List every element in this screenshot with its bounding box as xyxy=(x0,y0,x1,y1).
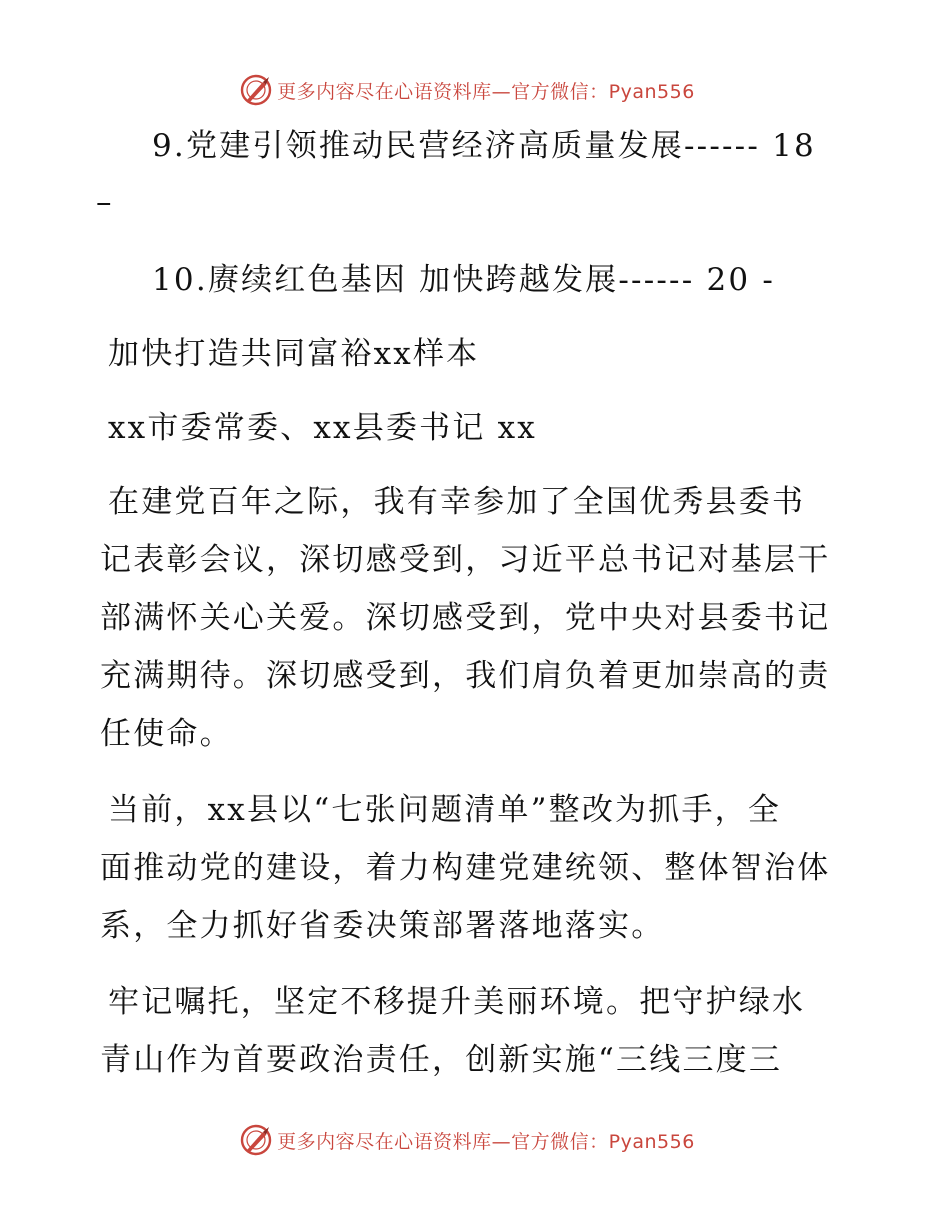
paragraph-line: 部满怀关心关爱。深切感受到，党中央对县委书记 xyxy=(100,600,831,636)
footer-watermark xyxy=(0,1120,950,1160)
header-watermark xyxy=(0,70,950,110)
paragraph-line: 系，全力抓好省委决策部署落地落实。 xyxy=(100,908,665,944)
article-title: 加快打造共同富裕xx样本 xyxy=(108,336,480,372)
toc-entry-9: 9.党建引领推动民营经济高质量发展------ 18 xyxy=(152,128,816,164)
article-byline: xx市委常委、xx县委书记 xx xyxy=(108,410,537,446)
paragraph-line: 青山作为首要政治责任，创新实施“三线三度三 xyxy=(100,1042,783,1078)
watermark-text: 更多内容尽在心语资料库—官方微信：Pyan556 xyxy=(277,80,695,103)
toc-entry-9-page-continuation: – xyxy=(96,184,114,220)
paragraph-line: 在建党百年之际，我有幸参加了全国优秀县委书 xyxy=(108,484,806,520)
paragraph-line: 牢记嘱托，坚定不移提升美丽环境。把守护绿水 xyxy=(108,984,806,1020)
paragraph-line: 记表彰会议，深切感受到，习近平总书记对基层干 xyxy=(100,542,831,578)
paragraph-line: 充满期待。深切感受到，我们肩负着更加崇高的责 xyxy=(100,658,831,694)
paragraph-line: 面推动党的建设，着力构建党建统领、整体智治体 xyxy=(100,850,831,886)
paragraph-line: 当前，xx县以“七张问题清单”整改为抓手，全 xyxy=(108,792,782,828)
paragraph-line: 任使命。 xyxy=(100,716,233,752)
toc-entry-10: 10.赓续红色基因 加快跨越发展------ 20 - xyxy=(152,262,776,298)
quill-circle-icon xyxy=(239,1123,273,1157)
quill-circle-icon xyxy=(239,73,273,107)
watermark-text: 更多内容尽在心语资料库—官方微信：Pyan556 xyxy=(277,1130,695,1153)
